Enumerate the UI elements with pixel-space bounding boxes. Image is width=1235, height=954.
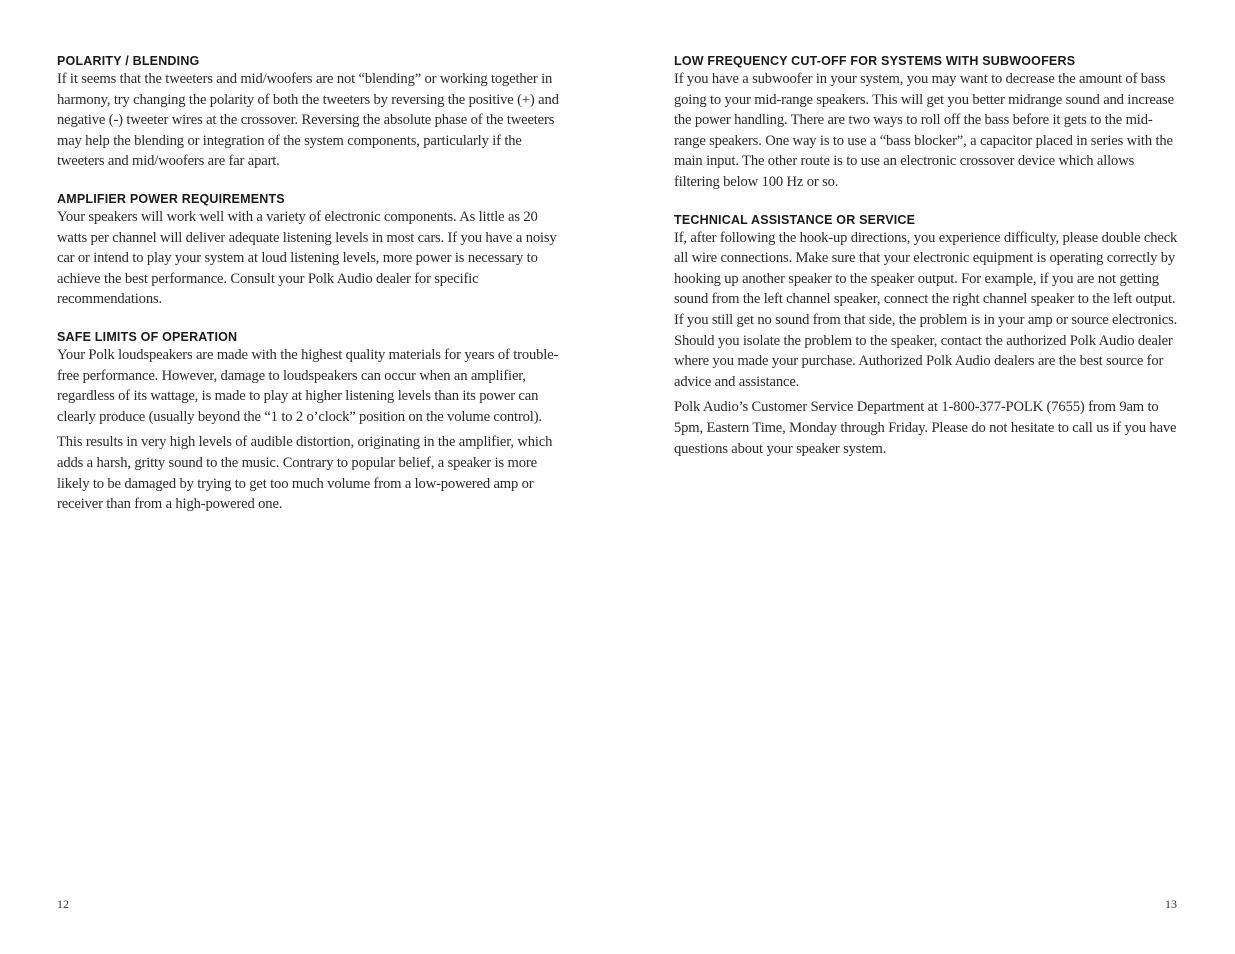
section-amplifier-power (57, 191, 562, 310)
section-heading: TECHNICAL ASSISTANCE OR SERVICE (674, 212, 916, 227)
section-paragraph: Polk Audio’s Customer Service Department at 1-800-377-POLK (7655) from 9am to 5pm, Eastern Time, Monday through Friday. Please do not hesitate to call us if you have questions about your speaker system. (674, 399, 1177, 457)
section-heading: AMPLIFIER POWER REQUIREMENTS (57, 191, 285, 206)
section-heading: LOW FREQUENCY CUT-OFF FOR SYSTEMS WITH SUBWOOFERS (674, 54, 1076, 68)
section-low-frequency-cutoff (674, 53, 1179, 193)
section-paragraph: Your speakers will work well with a variety of electronic components. As little as 20 watts per channel will deliver adequate listening levels in most cars. If you have a noisy car or intend to play your system at loud listening levels, more power is necessary to achieve the best performance. Consult your Polk Audio dealer for specific recommendations. (57, 208, 557, 308)
page-number-left: 12 (57, 897, 69, 911)
section-technical-assistance (674, 212, 1179, 460)
section-paragraph: If, after following the hook-up directions, you experience difficulty, please double check all wire connections. Make sure that your electronic equipment is operating correctly by hooking up another speaker to the speaker output. For example, if you are not getting sound from the left channel speaker, connect the right channel speaker to the left output. If you still get no sound from that side, the problem is in your amp or source electronics. Should you isolate the problem to the speaker, contact the authorized Polk Audio dealer where you made your purchase. Authorized Polk Audio dealers are the best source for advice and assistance. (674, 229, 1178, 390)
section-paragraph: This results in very high levels of audible distortion, originating in the amplifier, which adds a harsh, gritty sound to the music. Contrary to popular belief, a speaker is more likely to be damaged by trying to get too much volume from a low-powered amp or receiver than from a high-powered one. (57, 434, 553, 513)
section-safe-limits (57, 329, 562, 515)
section-heading: POLARITY / BLENDING (57, 54, 200, 68)
section-heading: SAFE LIMITS OF OPERATION (57, 329, 238, 344)
right-page-column (674, 53, 1179, 478)
left-page-column (57, 53, 562, 534)
section-polarity-blending (57, 53, 562, 172)
page-number-right: 13 (1165, 897, 1177, 911)
section-paragraph: If you have a subwoofer in your system, you may want to decrease the amount of bass going to your mid-range speakers. This will get you better midrange sound and increase the power handling. There are two ways to roll off the bass before it gets to the mid-range speakers. One way is to use a “bass blocker”, a capacitor placed in series with the main input. The other route is to use an electronic crossover device which allows filtering below 100 Hz or so. (674, 71, 1174, 190)
section-paragraph: Your Polk loudspeakers are made with the highest quality materials for years of trouble-free performance. However, damage to loudspeakers can occur when an amplifier, regardless of its wattage, is made to play at higher listening levels than its power can clearly produce (usually beyond the “1 to 2 o’clock” position on the volume control). (57, 346, 559, 425)
section-paragraph: If it seems that the tweeters and mid/woofers are not “blending” or working together in harmony, try changing the polarity of both the tweeters by reversing the positive (+) and negative (-) tweeter wires at the crossover. Reversing the absolute phase of the tweeters may help the blending or integration of the system components, particularly if the tweeters and mid/woofers are far apart. (57, 71, 559, 170)
